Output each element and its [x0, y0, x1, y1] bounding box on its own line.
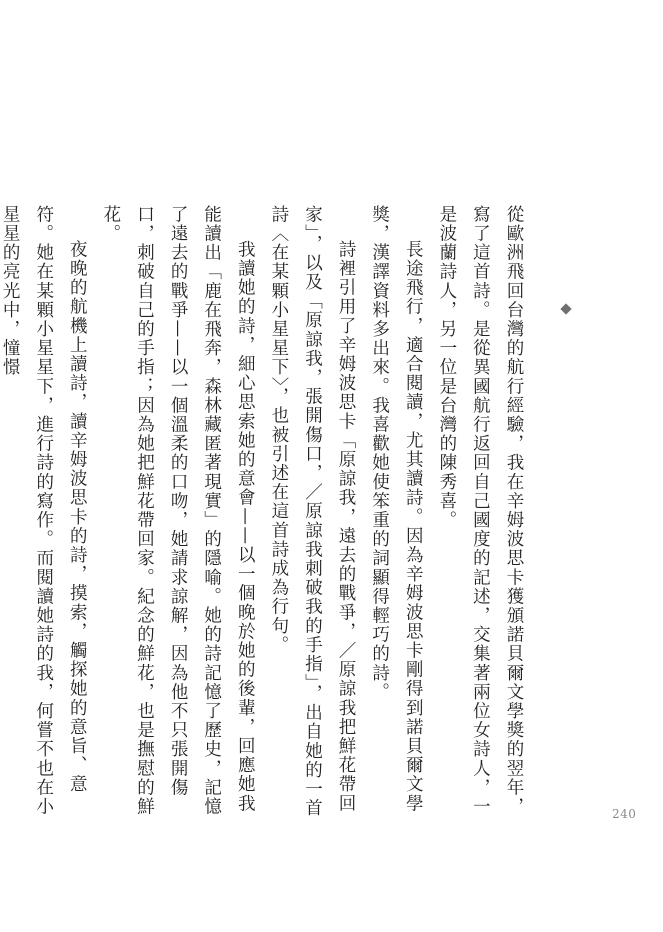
paragraph-4: 我讀她的詩，細心思索她的意會——以一個晚於她的後輩，回應她我能讀出「鹿在飛奔，森林藏匿著現實」的隱喻。她的詩記憶了歷史，記憶了遠去的戰爭——以一個溫柔的口吻，她請求諒解，因為他不只張開傷口，刺破自己的手指；因為她把鮮花帶回家。紀念的鮮花，也是撫慰的鮮花。	[100, 205, 256, 817]
paragraph-5: 夜晚的航機上讀詩，讀辛姆波思卡的詩，摸索，觸探她的意旨、意符。她在某顆小星星下，進行詩的寫作。而閱讀她詩的我，何嘗不也在小星星的亮光中，憧憬	[0, 205, 88, 817]
body-text	[0, 205, 530, 825]
paragraph-3: 詩裡引用了辛姆波思卡「原諒我，遠去的戰爭，／原諒我把鮮花帶回家」，以及「原諒我，張開傷口，／原諒我刺破我的手指」，出自她的一首詩〈在某顆小星星下〉，也被引述在這首詩成為行句。	[268, 205, 357, 818]
page-number: 240	[612, 807, 637, 821]
diamond-ornament-icon	[560, 303, 571, 314]
paragraph-1: 從歐洲飛回台灣的航行經驗，我在辛姆波思卡獲頒諾貝爾文學獎的翌年，寫了這首詩。是從異國航行返回自己國度的記述，交集著兩位女詩人，一是波蘭詩人，另一位是台灣的陳秀喜。	[436, 205, 524, 817]
paragraph-2: 長途飛行，適合閱讀，尤其讀詩。因為辛姆波思卡剛得到諾貝爾文學獎，漢譯資料多出來。我喜歡她使笨重的詞顯得輕巧的詩。	[369, 205, 424, 813]
